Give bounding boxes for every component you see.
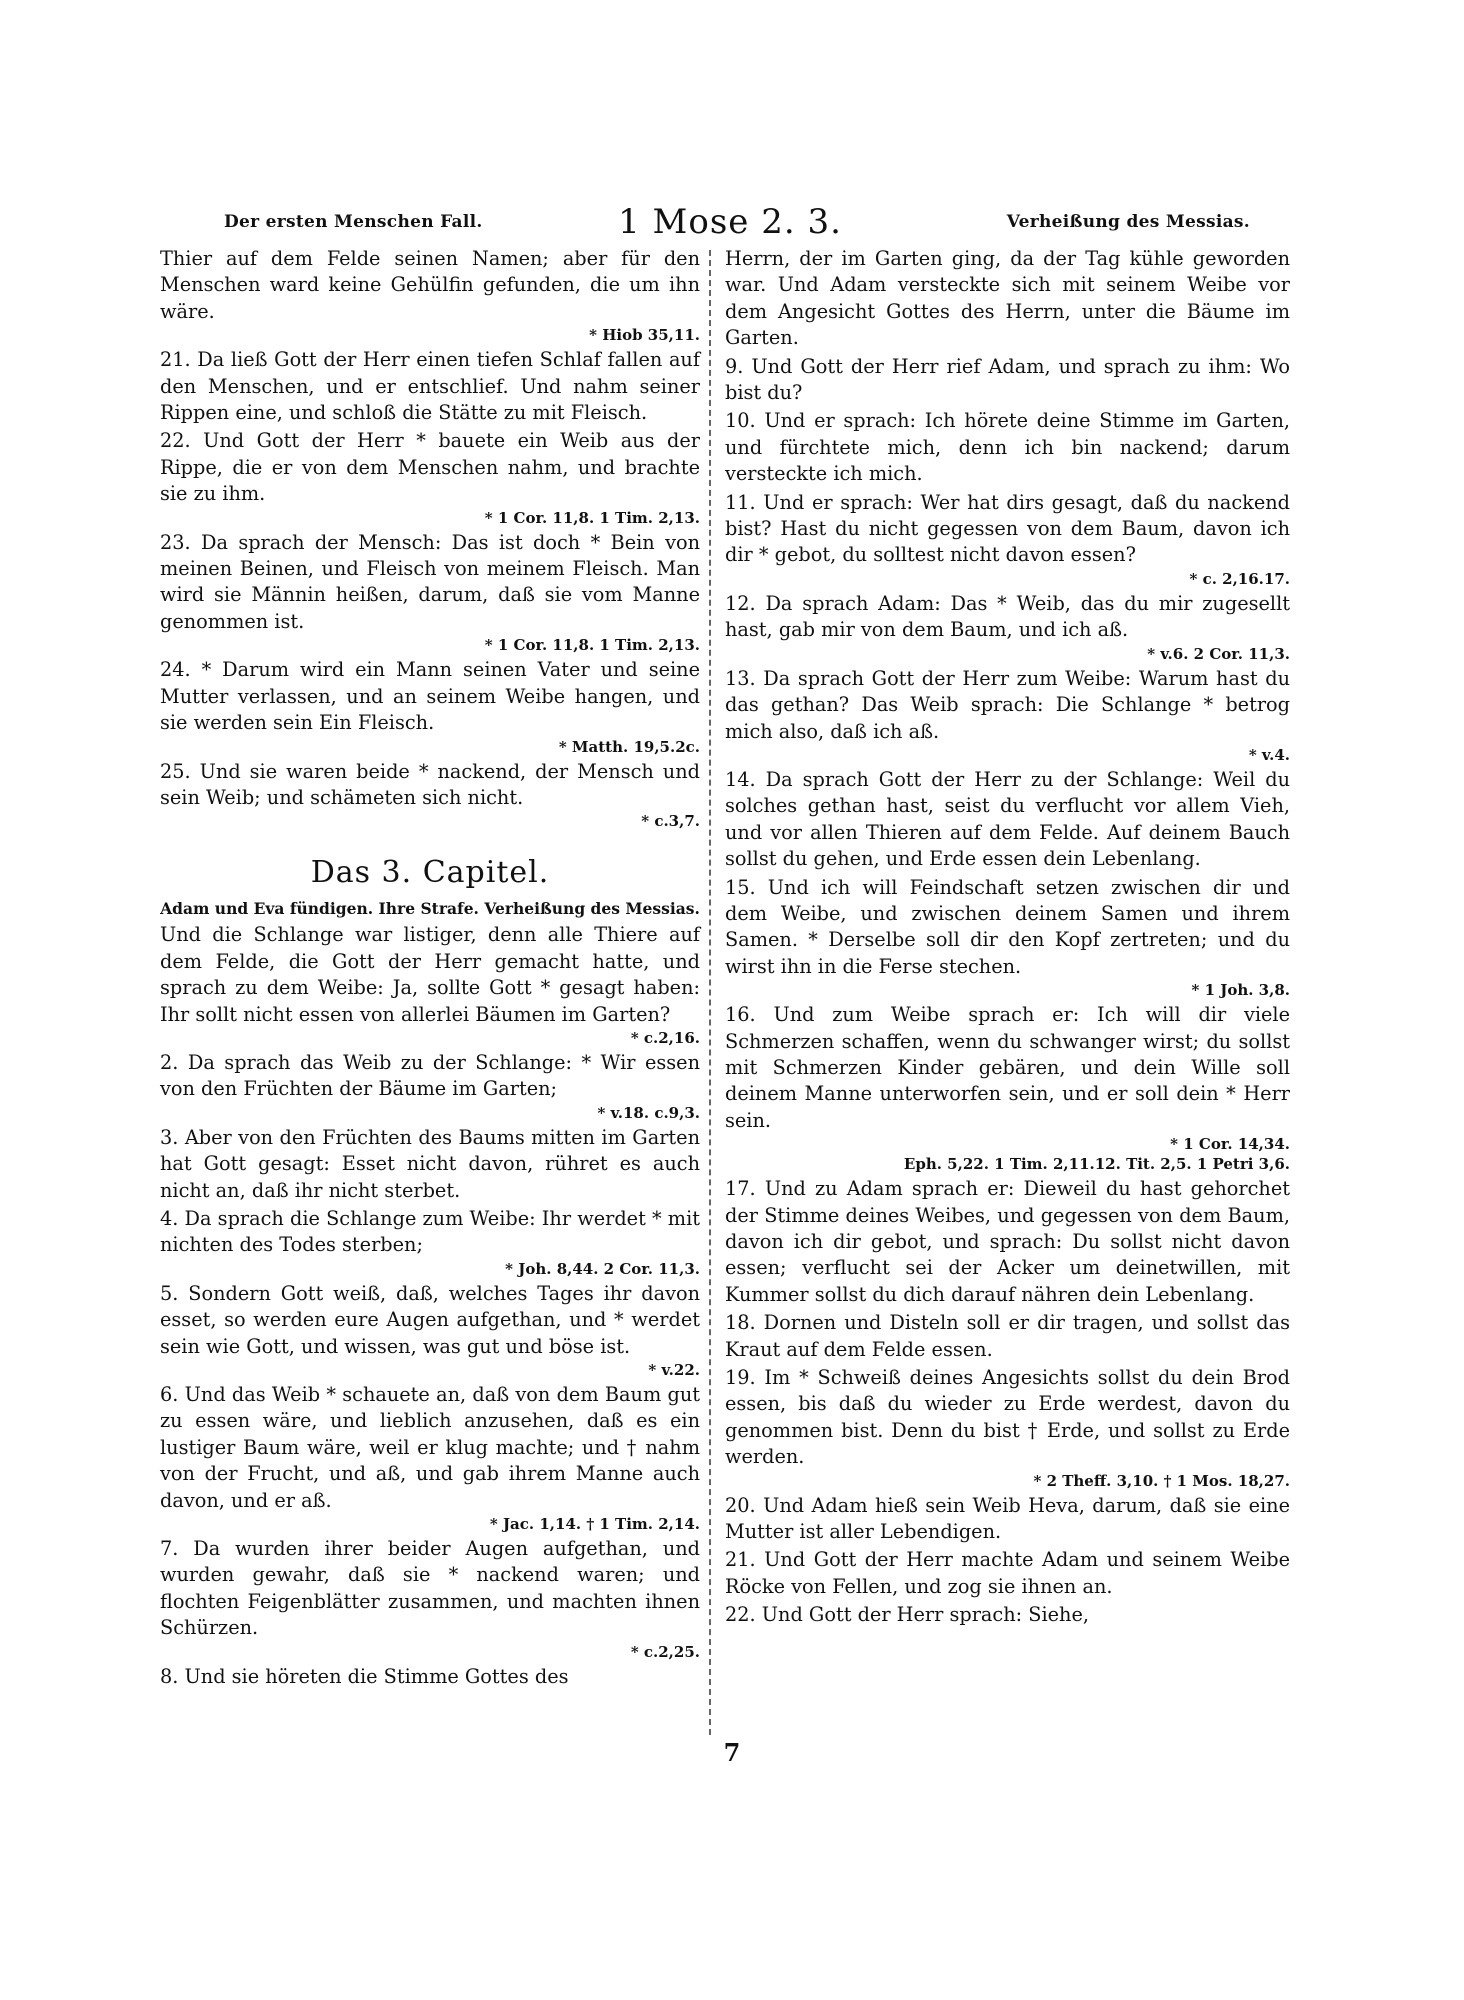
running-head-book-chapter: 1 Mose 2. 3.: [618, 202, 842, 242]
verse-3-7: 7. Da wurden ihrer beider Augen aufgethan, und wurden gewahr, daß sie * nackend waren; und flochten Feigenblätter zusammen, und machten ihnen Schürzen. * c.2,25.: [160, 1537, 700, 1661]
running-head-right: Verheißung des Messias.: [1006, 212, 1250, 232]
verse-3-8-continued: Herrn, der im Garten ging, da der Tag kühle geworden war. Und Adam versteckte sich mit seinem Weibe vor dem Angesicht Gottes des Herrn, unter die Bäume im Garten.: [725, 247, 1290, 350]
verse-3-19: 19. Im * Schweiß deines Angesichts sollst du dein Brod essen, bis daß du wieder zu Erde werdest, davon du genommen bist. Denn du bist † Erde, und sollst zu Erde werden. * 2 Theff. 3,10. † 1 Mos. 18,27.: [725, 1366, 1290, 1490]
verse-3-2: 2. Da sprach das Weib zu der Schlange: * Wir essen von den Früchten der Bäume im Garten; * v.18. c.9,3.: [160, 1050, 700, 1122]
verse-2-21: 21. Da ließ Gott der Herr einen tiefen Schlaf fallen auf den Menschen, und er entschlief. Und nahm seiner Rippen eine, und schloß die Stätte zu mit Fleisch.: [160, 348, 700, 425]
cross-reference: * Matth. 19,5.2c.: [558, 737, 700, 756]
verse-3-3: 3. Aber von den Früchten des Baums mitten im Garten hat Gott gesagt: Esset nicht davon, rühret es auch nicht an, daß ihr nicht sterbet.: [160, 1125, 700, 1202]
page-number: 7: [723, 1738, 741, 1767]
verse-3-4: 4. Da sprach die Schlange zum Weibe: Ihr werdet * mit nichten des Todes sterben; * Joh. 8,44. 2 Cor. 11,3.: [160, 1206, 700, 1278]
verse-3-20: 20. Und Adam hieß sein Weib Heva, darum, daß sie eine Mutter ist aller Lebendigen.: [725, 1493, 1290, 1544]
cross-reference: Eph. 5,22. 1 Tim. 2,11.12. Tit. 2,5. 1 Petri 3,6.: [903, 1155, 1290, 1174]
cross-reference: * c.3,7.: [641, 812, 700, 831]
left-column: [160, 246, 700, 1692]
cross-reference: * Joh. 8,44. 2 Cor. 11,3.: [505, 1259, 700, 1278]
cross-reference: * v.6. 2 Cor. 11,3.: [1147, 644, 1290, 663]
running-head-left: Der ersten Menschen Fall.: [224, 212, 483, 232]
chapter-summary: Adam und Eva fündigen. Ihre Strafe. Verheißung des Messias.: [160, 899, 700, 919]
cross-reference: * c.2,16.: [630, 1028, 700, 1047]
right-column: [725, 246, 1290, 1631]
chapter-heading: Das 3. Capitel.: [310, 855, 550, 891]
cross-reference: * 1 Cor. 11,8. 1 Tim. 2,13.: [484, 636, 700, 655]
column-divider: [709, 250, 712, 1735]
running-head: [210, 202, 1250, 246]
verse-3-9: 9. Und Gott der Herr rief Adam, und sprach zu ihm: Wo bist du?: [725, 354, 1290, 405]
verse-3-1: Und die Schlange war listiger, denn alle Thiere auf dem Felde, die Gott der Herr gemacht hatte, und sprach zu dem Weibe: Ja, sollte Gott * gesagt haben: Ihr sollt nicht essen von allerlei Bäumen im Garten? * c.2,16.: [160, 923, 700, 1047]
verse-3-12: 12. Da sprach Adam: Das * Weib, das du mir zugesellt hast, gab mir von dem Baum, und ich aß. * v.6. 2 Cor. 11,3.: [725, 591, 1290, 663]
cross-reference: * c.2,25.: [630, 1642, 700, 1661]
cross-reference: * v.22.: [648, 1361, 700, 1379]
verse-3-14: 14. Da sprach Gott der Herr zu der Schlange: Weil du solches gethan hast, seist du verflucht vor allem Vieh, und vor allen Thieren auf dem Felde. Auf deinem Bauch sollst du gehen, und Erde essen dein Lebenlang.: [725, 767, 1290, 871]
verse-3-5: 5. Sondern Gott weiß, daß, welches Tages ihr davon esset, so werden eure Augen aufgethan, und * werdet sein wie Gott, und wissen, was gut und böse ist. * v.22.: [160, 1281, 700, 1379]
cross-reference: * 1 Cor. 14,34.: [1170, 1135, 1290, 1154]
verse-2-20-continued: Thier auf dem Felde seinen Namen; aber für den Menschen ward keine Gehülfin gefunden, die um ihn wäre. * Hiob 35,11.: [160, 247, 700, 345]
verse-3-6: 6. Und das Weib * schauete an, daß von dem Baum gut zu essen wäre, und lieblich anzusehen, daß es ein lustiger Baum wäre, weil er klug machte; und † nahm von der Frucht, und aß, und gab ihrem Manne auch davon, und er aß. * Jac. 1,14. † 1 Tim. 2,14.: [160, 1383, 700, 1534]
verse-2-22: 22. Und Gott der Herr * bauete ein Weib aus der Rippe, die er von dem Menschen nahm, und brachte sie zu ihm. * 1 Cor. 11,8. 1 Tim. 2,13.: [160, 429, 700, 527]
verse-3-13: 13. Da sprach Gott der Herr zum Weibe: Warum hast du das gethan? Das Weib sprach: Die Schlange * betrog mich also, daß ich aß. * v.4.: [725, 666, 1290, 764]
verse-3-18: 18. Dornen und Disteln soll er dir tragen, und sollst das Kraut auf dem Felde essen.: [725, 1311, 1290, 1361]
verse-3-10: 10. Und er sprach: Ich hörete deine Stimme im Garten, und fürchtete mich, denn ich bin nackend; darum versteckte ich mich.: [725, 409, 1290, 486]
verse-3-11: 11. Und er sprach: Wer hat dirs gesagt, daß du nackend bist? Hast du nicht gegessen von dem Baum, davon ich dir * gebot, du solltest nicht davon essen? * c. 2,16.17.: [725, 490, 1290, 588]
cross-reference: * 1 Joh. 3,8.: [1191, 981, 1290, 1000]
verse-3-8-start: 8. Und sie höreten die Stimme Gottes des: [160, 1664, 569, 1688]
verse-2-23: 23. Da sprach der Mensch: Das ist doch * Bein von meinen Beinen, und Fleisch von meinem Fleisch. Man wird sie Männin heißen, darum, daß sie vom Manne genommen ist. * 1 Cor. 11,8. 1 Tim. 2,13.: [160, 530, 700, 655]
verse-2-24: 24. * Darum wird ein Mann seinen Vater und seine Mutter verlassen, und an seinem Weibe hangen, und sie werden sein Ein Fleisch. * Matth. 19,5.2c.: [160, 658, 700, 756]
cross-reference: * v.4.: [1248, 745, 1290, 764]
verse-3-21: 21. Und Gott der Herr machte Adam und seinem Weibe Röcke von Fellen, und zog sie ihnen an.: [725, 1548, 1290, 1598]
cross-reference: * Jac. 1,14. † 1 Tim. 2,14.: [489, 1515, 700, 1534]
verse-3-17: 17. Und zu Adam sprach er: Dieweil du hast gehorchet der Stimme deines Weibes, und gegessen von dem Baum, davon ich dir gebot, und sprach: Du sollst nicht davon essen; verflucht sei der Acker um deinetwillen, mit Kummer sollst du dich darauf nähren dein Lebenlang.: [725, 1177, 1290, 1306]
verse-3-15: 15. Und ich will Feindschaft setzen zwischen dir und dem Weibe, und zwischen deinem Samen und ihrem Samen. * Derselbe soll dir den Kopf zertreten; und du wirst ihn in die Ferse stechen. * 1 Joh. 3,8.: [725, 875, 1290, 1000]
cross-reference: * c. 2,16.17.: [1189, 569, 1290, 588]
cross-reference: * v.18. c.9,3.: [597, 1103, 700, 1122]
verse-3-22-start: 22. Und Gott der Herr sprach: Siehe,: [725, 1603, 1089, 1627]
verse-2-25: 25. Und sie waren beide * nackend, der Mensch und sein Weib; und schämeten sich nicht. * c.3,7.: [160, 759, 700, 831]
cross-reference: * 1 Cor. 11,8. 1 Tim. 2,13.: [484, 508, 700, 527]
cross-reference: * 2 Theff. 3,10. † 1 Mos. 18,27.: [1033, 1471, 1290, 1490]
cross-reference: * Hiob 35,11.: [589, 326, 700, 345]
verse-3-16: 16. Und zum Weibe sprach er: Ich will dir viele Schmerzen schaffen, wenn du schwanger wirst; du sollst mit Schmerzen Kinder gebären, und dein Wille soll deinem Manne unterworfen sein, und er soll dein * Herr sein. * 1 Cor. 14,34. Eph. 5,22. 1 Tim. 2,11.12. Tit. 2,5. 1 Petri 3,6.: [725, 1003, 1290, 1174]
